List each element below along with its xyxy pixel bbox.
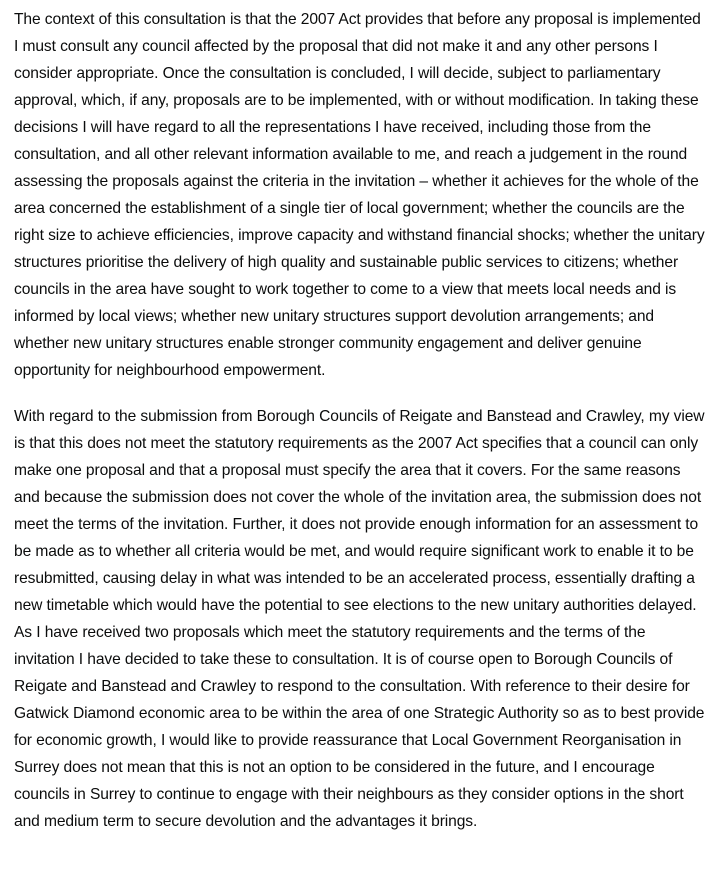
paragraph-consultation-context: The context of this consultation is that the 2007 Act provides that before any proposal is implemented I must consult any council affected by the proposal that did not make it and any other persons I consider appropriate. Once the consultation is concluded, I will decide, subject to parliamentary approval, which, if any, proposals are to be implemented, with or without modification. In taking these decisions I will have regard to all the representations I have received, including those from the consultation, and all other relevant information available to me, and reach a judgement in the round assessing the proposals against the criteria in the invitation – whether it achieves for the whole of the area concerned the establishment of a single tier of local government; whether the councils are the right size to achieve efficiencies, improve capacity and withstand financial shocks; whether the unitary structures prioritise the delivery of high quality and sustainable public services to citizens; whether councils in the area have sought to work together to come to a view that meets local needs and is informed by local views; whether new unitary structures support devolution arrangements; and whether new unitary structures enable stronger community engagement and deliver genuine opportunity for neighbourhood empowerment. (14, 11, 705, 379)
document-body (14, 6, 708, 854)
paragraph-reigate-crawley-submission: With regard to the submission from Borough Councils of Reigate and Banstead and Crawley, my view is that this does not meet the statutory requirements as the 2007 Act specifies that a council can only make one proposal and that a proposal must specify the area that it covers. For the same reasons and because the submission does not cover the whole of the invitation area, the submission does not meet the terms of the invitation. Further, it does not provide enough information for an assessment to be made as to whether all criteria would be met, and would require significant work to enable it to be resubmitted, causing delay in what was intended to be an accelerated process, essentially drafting a new timetable which would have the potential to see elections to the new unitary authorities delayed. As I have received two proposals which meet the statutory requirements and the terms of the invitation I have decided to take these to consultation. It is of course open to Borough Councils of Reigate and Banstead and Crawley to respond to the consultation. With reference to their desire for Gatwick Diamond economic area to be within the area of one Strategic Authority so as to best provide for economic growth, I would like to provide reassurance that Local Government Reorganisation in Surrey does not mean that this is not an option to be considered in the future, and I encourage councils in Surrey to continue to engage with their neighbours as they consider options in the short and medium term to secure devolution and the advantages it brings. (14, 408, 705, 830)
